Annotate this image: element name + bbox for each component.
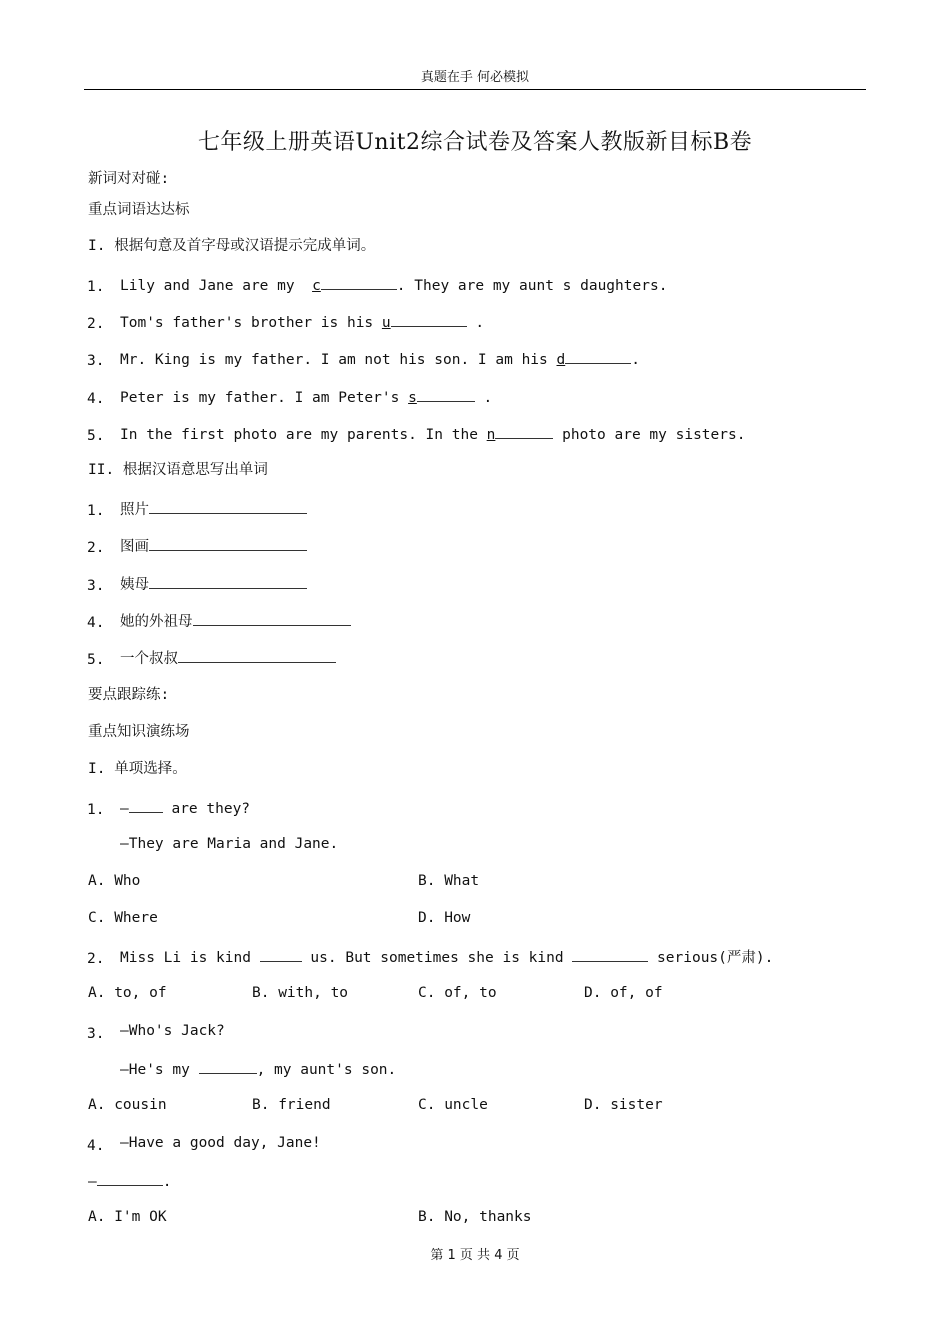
header-rule bbox=[84, 89, 866, 90]
first-letter: u bbox=[381, 315, 391, 331]
item-pre: Peter is my father. I am Peter's bbox=[120, 390, 409, 406]
item-number: 2. bbox=[87, 316, 105, 332]
document-title: 七年级上册英语Unit2综合试卷及答案人教版新目标B卷 bbox=[197, 130, 753, 155]
item-pre: Tom's father's brother is his bbox=[120, 315, 382, 331]
item-post: . bbox=[631, 352, 640, 368]
first-letter: c bbox=[312, 278, 321, 294]
item-post: . bbox=[466, 315, 485, 331]
answer-blank[interactable] bbox=[129, 797, 163, 813]
item-pre: Mr. King is my father. I am not his son. I am his bbox=[120, 352, 557, 368]
option-d[interactable]: D. sister bbox=[584, 1097, 663, 1113]
question-line: —Have a good day, Jane! bbox=[120, 1135, 321, 1151]
item-text bbox=[120, 274, 667, 296]
answer-blank[interactable] bbox=[199, 1058, 257, 1074]
item-number: 4. bbox=[87, 391, 105, 407]
answer-blank[interactable] bbox=[321, 274, 397, 290]
question-reply bbox=[88, 1170, 171, 1192]
page-footer: 第 1 页 共 4 页 bbox=[430, 1248, 520, 1263]
option-c[interactable]: C. uncle bbox=[418, 1097, 488, 1113]
option-a[interactable]: A. cousin bbox=[88, 1097, 167, 1113]
item-number: 4. bbox=[87, 615, 105, 631]
part2-heading: II. 根据汉语意思写出单词 bbox=[88, 462, 268, 478]
answer-blank[interactable] bbox=[260, 946, 302, 962]
answer-blank[interactable] bbox=[565, 348, 631, 364]
answer-blank[interactable] bbox=[417, 386, 475, 402]
item-post: . bbox=[474, 390, 493, 406]
item-chinese: 姨母 bbox=[120, 577, 149, 593]
question-text: Miss Li is kind bbox=[120, 950, 260, 966]
mc-heading: I. 单项选择。 bbox=[88, 761, 187, 777]
question-line: —Who's Jack? bbox=[120, 1023, 225, 1039]
item-text bbox=[120, 610, 351, 632]
item-post: . They are my aunt s daughters. bbox=[396, 278, 668, 294]
item-text bbox=[120, 535, 307, 557]
option-a[interactable]: A. Who bbox=[88, 873, 141, 889]
item-text bbox=[120, 498, 307, 520]
option-a[interactable]: A. to, of bbox=[88, 985, 167, 1001]
item-text bbox=[120, 348, 640, 370]
key-heading: 要点跟踪练: bbox=[88, 687, 170, 703]
vocab-subheading: 重点词语达达标 bbox=[88, 202, 190, 218]
item-pre: In the first photo are my parents. In the bbox=[120, 427, 487, 443]
question-text: are they? bbox=[162, 801, 251, 817]
item-chinese: 照片 bbox=[120, 502, 149, 518]
page-header: 真题在手 何必模拟 bbox=[420, 70, 530, 85]
option-a[interactable]: A. I'm OK bbox=[88, 1209, 167, 1225]
answer-blank[interactable] bbox=[97, 1170, 163, 1186]
question-text: —He's my bbox=[120, 1062, 199, 1078]
item-chinese: 一个叔叔 bbox=[120, 651, 178, 667]
question-text: , my aunt's son. bbox=[256, 1062, 397, 1078]
item-text bbox=[120, 423, 745, 445]
option-b[interactable]: B. No, thanks bbox=[418, 1209, 532, 1225]
question-number: 2. bbox=[87, 951, 105, 967]
first-letter: s bbox=[408, 390, 417, 406]
answer-blank[interactable] bbox=[572, 946, 648, 962]
first-letter: n bbox=[486, 427, 496, 443]
first-letter: d bbox=[556, 352, 566, 368]
question-reply: —They are Maria and Jane. bbox=[120, 836, 339, 852]
answer-blank[interactable] bbox=[391, 311, 467, 327]
answer-blank[interactable] bbox=[149, 498, 307, 514]
option-c[interactable]: C. Where bbox=[88, 910, 158, 926]
question-number: 1. bbox=[87, 802, 105, 818]
question-number: 4. bbox=[87, 1138, 105, 1154]
question-text: . bbox=[162, 1174, 172, 1190]
answer-blank[interactable] bbox=[149, 535, 307, 551]
item-text bbox=[120, 311, 484, 333]
item-number: 3. bbox=[87, 578, 105, 594]
option-c[interactable]: C. of, to bbox=[418, 985, 497, 1001]
option-d[interactable]: D. How bbox=[418, 910, 471, 926]
answer-blank[interactable] bbox=[495, 423, 553, 439]
answer-blank[interactable] bbox=[193, 610, 351, 626]
item-number: 3. bbox=[87, 353, 105, 369]
question-text: serious(严肃). bbox=[648, 950, 774, 966]
vocab-heading: 新词对对碰: bbox=[88, 171, 170, 187]
dash: — bbox=[88, 1174, 97, 1190]
question-line bbox=[120, 797, 250, 819]
option-b[interactable]: B. with, to bbox=[252, 985, 349, 1001]
key-subheading: 重点知识演练场 bbox=[88, 724, 190, 740]
dash: — bbox=[120, 801, 129, 817]
question-line bbox=[120, 946, 773, 968]
item-number: 1. bbox=[87, 503, 105, 519]
item-pre: Lily and Jane are my bbox=[120, 278, 313, 294]
item-text bbox=[120, 386, 492, 408]
item-number: 5. bbox=[87, 428, 105, 444]
item-number: 1. bbox=[87, 279, 105, 295]
item-text bbox=[120, 573, 307, 595]
item-text bbox=[120, 647, 336, 669]
option-d[interactable]: D. of, of bbox=[584, 985, 663, 1001]
answer-blank[interactable] bbox=[178, 647, 336, 663]
option-b[interactable]: B. What bbox=[418, 873, 480, 889]
item-chinese: 她的外祖母 bbox=[120, 614, 193, 630]
item-chinese: 图画 bbox=[120, 539, 149, 555]
answer-blank[interactable] bbox=[149, 573, 307, 589]
item-number: 2. bbox=[87, 540, 105, 556]
part1-heading: I. 根据句意及首字母或汉语提示完成单词。 bbox=[88, 238, 376, 254]
item-number: 5. bbox=[87, 652, 105, 668]
option-b[interactable]: B. friend bbox=[252, 1097, 331, 1113]
question-number: 3. bbox=[87, 1026, 105, 1042]
item-post: photo are my sisters. bbox=[553, 427, 746, 443]
question-text: us. But sometimes she is kind bbox=[301, 950, 573, 966]
question-reply bbox=[120, 1058, 396, 1080]
